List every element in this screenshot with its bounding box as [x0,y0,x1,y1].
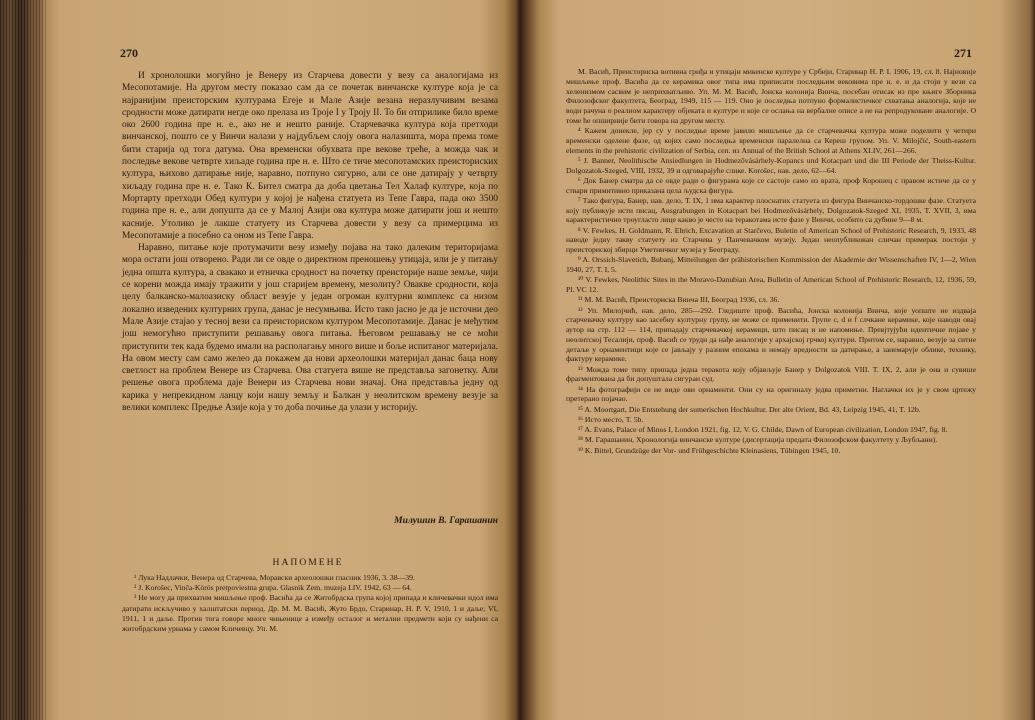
paragraph: Наравно, питање које протумачити везу између појава на тако далеким територијама мора остати још отворено. Ради ли се овде о директном преношењу утицаја, или је у питању једна општа култура, а свакако и етничка сродност на почетку преисторије наше земље, чији се корени можда имају тражити у још старијем времену, мезолиту? Овакве сродности, која целу балканско-малоазиску област везује у један огроман културни комплекс са низом локално изведених културних група, данас је несумњива. Исто тако јасно је да је источни део Мале Азије стајао у тесној вези са преисториском културом Месопотамије. Данас је међутим још немогућно приступити решавању овога питања. Његовом решавању не се моћи приступити тек када будемо имали на располагању много више и боље испитаног материјала. На овом месту сам само желео да покажем да нови археолошки материјал данас баца нову светлост на проблем Венере из Старчева. Ова статуета више не представља загонетку. Али решење овога проблема даје Венери из Старчева нови значај. Она представља једну од карика у непрекидном ланцу који нашу земљу и Балкан у неолитском времену везује за велики комплекс Предње Азије која у то доба почиње да улази у историју. [122,243,498,414]
footnote: ¹⁸ М. Гарашанин, Хронологија винчанске културе (дисертација предата Филозофском факултету у Љубљани). [578,435,938,445]
footnote: М. Васић, Преисториска вотивна гриђа и утицаји микенске културе у Србији, Старинар Н. Р. I. 1906, 19, сл. 8. Најновије мишљење проф. Васића да се керамика овог типа има приписати последњим вековима пре н. е. и да стоји у вези са хеленизмом сасвим је неприхватљиво. Уп. М. М. Васић, Јонска колонија Винча, посебан отисак из пре књиге Зборника Филозофског факултета, Београд, 1949, 115 — 119. Оно је последња потпуно формалистичког схватања аналогија, које не води рачуна о реалном карактеру објеката и културе и које се ослања на вербалне описе а не на репродуковане аналогије. О томе ће опширније бити говора на другом месту. [566,67,976,125]
author-signature: Милушин В. Гарашанин [394,515,498,526]
footnote: ⁹ A. Orssich-Slavetich, Bubanj, Mitteilungen der prähistorischen Kommission der Akademie der Wissenschaften IV, 1—2, Wien 1940, 27, T. I, 5. [566,255,976,274]
right-page [566,0,976,720]
footnote: ¹² Уп. Милојчић, нав. дело, 285—292. Гледиште проф. Васића, Јонска колонија Винча, које уопште не издваја старчевачку културу као засебну културну групу, не може се применити. Групе с, d и f слчкане керамике, које наводи овај аутор на стр. 112 — 114, припадају старчевачкој керамици, што писац и не напомиње. Превјтујући идентичне појаве у неолитској Тесалији, проф. Васић се труди да нађе аналогије у архајској грчкој култури. Притом се, наравно, везује за ситне детаље у орнаментици које се јављају у разним епохама и немају вредности за датирање, а занемарује облике, технику, фактуру керамике. [566,305,976,364]
footnote: ¹⁴ На фотографији се не виде ови орнаменти. Они су на оригиналу једва приметни. Наглачки их је у свом цртежу претерано појачао. [566,384,976,404]
footnote: ¹⁹ K. Bittel, Grundzüge der Vor- und Frühgeschichte Kleinasiens, Tübingen 1945, 10. [578,445,841,455]
page-number: 270 [120,46,138,60]
footnote: ¹¹ М. М. Васић, Преисториска Винча III, Београд 1936, сл. 36. [578,295,780,305]
paragraph: И хронолошки могуйно је Венеру из Старчева довести у везу са аналогијама из Месопотамије. На другом месту показао сам да се почетак винчанске културе која је са најранијим преисторским културама Егеје и Мале Азије везана неразлучивим везама сродности може датирати негде око прелаза из Троје I у Троју II. То би отприлике било време око 2600 година пре н. е., ако не и нешто раније. Старчевачка култура која претходи винчанској, пошто се у Винчи налази у најдубљем слоју овога налазишта, мора према томе бити старија од тога датума. Она временски обухвата пре векове треће, а можда чак и последње векове четврте хиљаде година пре н. е. Што се тиче месопотамских преисториских култура, њихово датирање није, наравно, потпуно сигурно, али се оне датирају у четврту хиљаду година пре н. е. Тако К. Бител сматра да доба цветања Тел Халаф културе, која по Мортарту претходи Обед култури у којој је нађена статуета из Тепе Гавра, пада око 3500 година пре н. е., али допушта да се у Малој Азији ова култура може датирати још и нешто касније. Утолико је лакше статуету из Старчева довести у везу са примерцима из Месопотамије а посебно са оном из Тепе Гавра. [122,71,498,241]
footnote: ⁵ J. Banner, Neolithische Ansiedlungen in Hodmezővásárhely-Kopancs und Kotacpart und die III Periode der Theiss-Kultur. Dolgozatok-Szeged, VIII, 1932, 39 и одговарајуће слике. Korošec, нав. дело, 62—64. [566,155,976,175]
footnote: ⁸ V. Fewkes, H. Goldmann, R. Ehrich, Excavation at Starčevo, Buletin of American School of Prehistoric Research, 9, 1933, 48 наводе једну такву статуету из Старчева у Панчевачком музеју. Један неопубликован сличан примерак постоји у преисториској збирци Уметничког музеја у Београду. [566,225,976,254]
footnote: ⁶ Док Банер сматра да се овде ради о фигурама које се састоје само из врата, проф Корошец с правом истиче да се у ствари примитивно приказана цела људска фигура. [566,175,976,195]
body-text [122,70,498,414]
footnotes [566,67,976,456]
footnote: ⁴ Кажем донекле, јер су у последње време јавило мишљење да се старчевачка култура може поделити у четири временски оделене фазе, од којих само последња временски паралелна са Кереш групом. Уп. V. Milojčić, South-eastern elements in the prehistoric civilization of Serbia, сеп. из Annual of the British School at Athens XLIV, 261—266. [566,126,976,155]
footnote: ¹⁷ A. Evans, Palace of Minos I, London 1921, fig. 12, V. G. Childe, Dawn of European civilization, London 1947, fig. 8. [578,425,948,434]
footnote: ¹ Лука Надлачки, Венера од Старчева, Моравски археолошки гласник 1936, 3. 38—39. [134,573,415,582]
footnote: ⁷ Тако фигура, Банер, нав. дело, Т. IX, 1 има карактер плоснатих статуета из фигура Винчанско-тордошке фазе. Статуета коју публикује исти писац, Ausgrabungen in Kotacpart bei Hodmezővásárhely, Dolgozatok-Szeged XI, 1935, Т. XVII, 3, има карактеристично троугласто лице какво је често на теракотама исте фазе у Винчи, особито са дубине 9—8 м. [566,195,976,225]
footnote: ¹⁵ A. Moortgart, Die Entstehung der sumerischen Hochkultur. Der alte Orient, Bd. 43, Leipzig 1945, 41, T. 12b. [578,404,921,414]
left-page [118,0,498,720]
footnote: ³ Не могу да прихватим мишљење проф. Васића да се Житобрдска група којој припада и кличевачки идол има датирати искључиво у халштатски период. Др. М. М. Васић, Жуто Брдо, Старинар, Н. Р. V, 1910, 1 и даље; VI, 1911, 1 и даље. Против тога говоре многе чињенице а између осталог и метални предмети који су нађени са житобрдским урнама у самом Кличевцу. Уп. М. [122,593,498,634]
footnote: ¹³ Можда томе типу припада једна теракота коју објављује Банер у Dolgozatok VIII. T. IX, 2, али је она и сувише фрагментована да би допуштала сигуран суд. [566,364,976,384]
page-number: 271 [954,46,972,60]
footnote: ² J. Korošec, Vinča-Körös pretpoviestna grupa. Glasnik Zem. muzeja LIV. 1942, 63 — 64. [134,583,412,593]
notes-heading: НАПОМЕНЕ [272,557,344,568]
footnote: ¹⁶ Исто место, T. 5b. [578,414,644,424]
footnotes [122,573,498,634]
footnote: ¹⁰ V. Fewkes, Neolithic Sites in the Moravo-Danubian Area, Bulletin of American School of Prehistoric Research, 12, 1936, 59, Pl. VC 12. [566,275,976,294]
page-edges [0,0,46,720]
